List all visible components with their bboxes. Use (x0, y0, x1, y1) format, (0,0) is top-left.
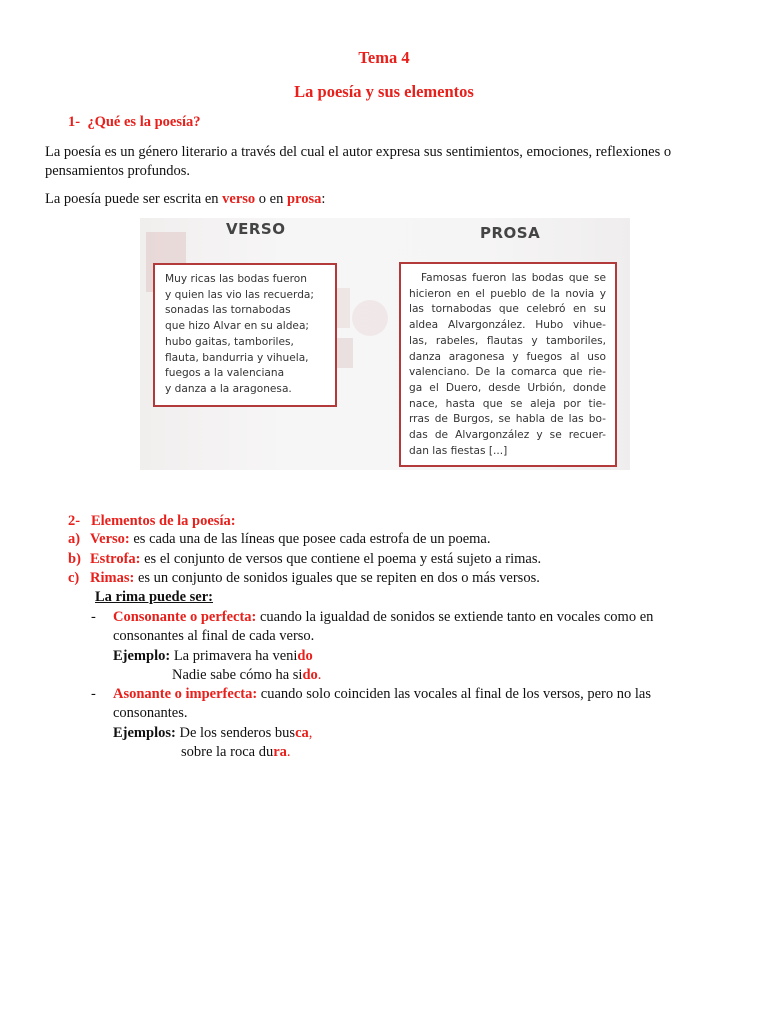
verso-line: hubo gaitas, tamboriles, (165, 335, 294, 348)
rhyme-ending: ra (273, 744, 287, 760)
item-marker: b) (68, 551, 81, 567)
definition-line-2: pensamientos profundos. (45, 163, 190, 179)
item-text: es el conjunto de versos que contiene el poema y está sujeto a rimas. (140, 551, 542, 567)
definition-line-1: La poesía es un género literario a través del cual el autor expresa sus sentimientos, emociones, reflexiones o (45, 144, 672, 160)
item-term: Estrofa: (90, 551, 141, 567)
verso-line: sonadas las tornabodas (165, 304, 291, 317)
prosa-line: ga el Duero, desde Urbión, donde (409, 381, 606, 394)
ejemplo-asonante-2 (181, 744, 291, 761)
rhyme-ending: ca (295, 725, 309, 741)
verso-line: Muy ricas las bodas fueron (165, 273, 307, 285)
verso-line: que hizo Alvar en su aldea; (165, 320, 310, 333)
verso-line: y danza a la aragonesa. (165, 382, 292, 395)
document-subtitle: La poesía y sus elementos (294, 82, 474, 101)
ejemplo-text: sobre la roca du (181, 744, 274, 760)
dash-marker: - (91, 609, 96, 625)
section-title: ¿Qué es la poesía? (87, 114, 201, 130)
ejemplo-consonante-1 (113, 648, 313, 665)
section-1-heading (68, 114, 201, 131)
prosa-box (399, 262, 617, 467)
prosa-line: dan las fiestas [...] (409, 444, 508, 457)
consonante-line-2: consonantes al final de cada verso. (113, 628, 315, 644)
ejemplo-label: Ejemplo: (113, 648, 171, 664)
prosa-line: danza aragonesa y fuegos al uso (409, 350, 606, 363)
item-verso (68, 531, 490, 548)
prosa-line: Famosas fueron las bodas que se (421, 272, 606, 284)
ejemplo-text: De los senderos bus (175, 725, 296, 741)
section-number: 1- (68, 114, 81, 130)
asonante-text: cuando solo coinciden las vocales al final de los versos, pero no las (257, 686, 651, 702)
item-text: es un conjunto de sonidos iguales que se repiten en dos o más versos. (134, 570, 540, 586)
poetry-definition (45, 143, 725, 181)
item-text: es cada una de las líneas que posee cada estrofa de un poema. (129, 531, 491, 547)
consonante-term: Consonante o perfecta: (113, 609, 257, 625)
ejemplo-period: . (286, 744, 291, 760)
section-title: Elementos de la poesía: (90, 513, 236, 529)
item-rimas (68, 570, 540, 587)
prosa-line: las, rabeles, flautas y tamboriles, (409, 334, 606, 347)
verse-prose-figure (140, 218, 630, 470)
item-estrofa (68, 551, 541, 568)
prosa-line: valenciano. De la comarca que rie- (409, 366, 606, 379)
item-term: Verso: (90, 531, 130, 547)
rhyme-ending: do (302, 667, 318, 683)
verse-prose-intro (45, 191, 325, 208)
rima-types-heading: La rima puede ser: (95, 589, 213, 605)
intro-text-end: : (321, 191, 326, 207)
prosa-line: aldea Alvargonzález. Hubo vihue- (409, 319, 606, 332)
verso-box (153, 263, 337, 407)
prosa-line: las tornabodas que celebró en su (409, 303, 606, 316)
consonante-text: cuando la igualdad de sonidos se extiende tanto en vocales como en (256, 609, 654, 625)
ejemplos-label: Ejemplos: (113, 725, 176, 741)
prosa-line: das de Alvargonzález y se recuer- (409, 429, 606, 442)
item-marker: a) (68, 531, 81, 547)
rhyme-ending: do (297, 648, 313, 664)
prosa-line: nace, hasta que se aleja por tie- (409, 397, 606, 410)
ejemplo-period: . (317, 667, 322, 683)
section-2-heading (68, 513, 236, 530)
ejemplo-text: La primavera ha veni (170, 648, 298, 664)
prosa-line: rras de Burgos, se habla de las bo- (409, 413, 606, 426)
verso-title: VERSO (226, 220, 286, 238)
consonante-line-1 (113, 609, 653, 626)
ejemplo-consonante-2 (172, 667, 321, 684)
verso-line: flauta, bandurria y vihuela, (165, 351, 309, 364)
verso-word: verso (222, 191, 256, 207)
prosa-word: prosa (286, 191, 322, 207)
prosa-line: hicieron en el pueblo de la novia y (409, 287, 606, 300)
asonante-line-1 (113, 686, 651, 703)
asonante-term: Asonante o imperfecta: (113, 686, 258, 702)
ejemplo-asonante-1 (113, 725, 312, 742)
verso-line: fuegos a la valenciana (165, 367, 285, 380)
intro-text-mid: o en (255, 191, 287, 207)
section-number: 2- (68, 513, 81, 529)
dash-marker: - (91, 686, 96, 702)
ejemplo-text: Nadie sabe cómo ha si (172, 667, 303, 683)
document-title: Tema 4 (358, 48, 410, 67)
ejemplo-comma: , (308, 725, 313, 741)
prosa-title: PROSA (480, 224, 541, 242)
verso-line: y quien las vio las recuerda; (165, 288, 314, 301)
item-marker: c) (68, 570, 80, 586)
item-term: Rimas: (90, 570, 135, 586)
intro-text-start: La poesía puede ser escrita en (45, 191, 223, 207)
asonante-line-2: consonantes. (113, 705, 188, 721)
